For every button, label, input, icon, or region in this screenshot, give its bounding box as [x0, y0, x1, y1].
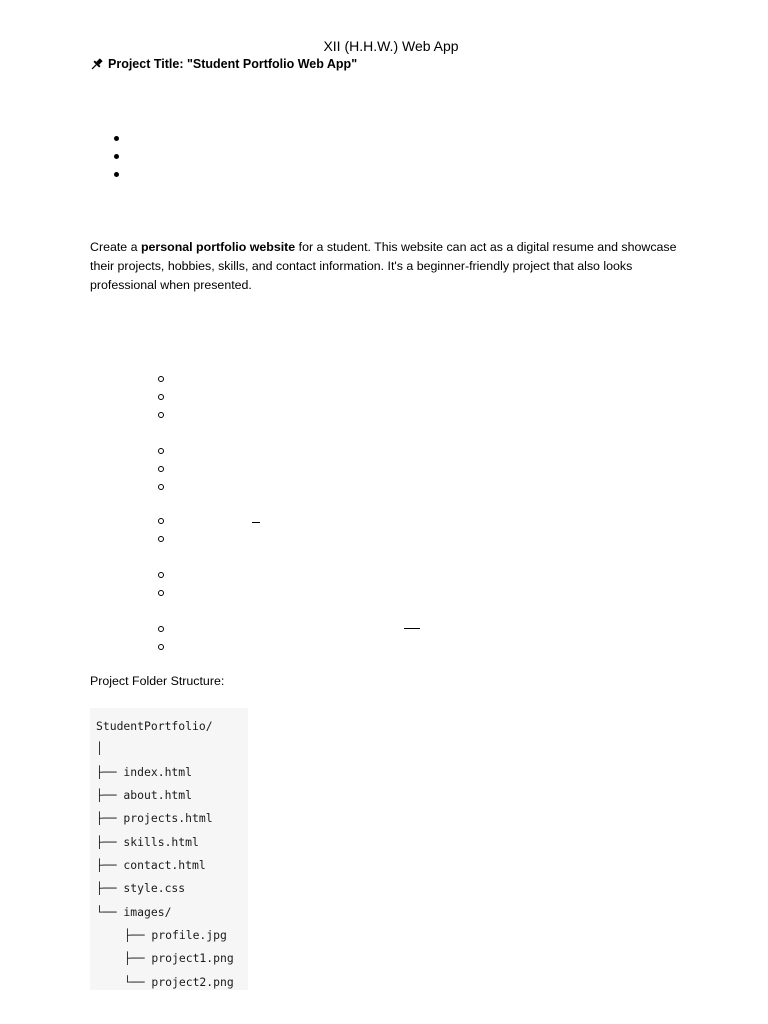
- tree-root: StudentPortfolio/: [96, 719, 213, 733]
- tree-file: ├── skills.html: [96, 835, 199, 849]
- page-title: XII (H.H.W.) Web App: [323, 38, 459, 54]
- tree-image-file: ├── profile.jpg: [124, 928, 227, 942]
- empty-bullet: [114, 172, 119, 177]
- tree-image-file: └── project2.png: [124, 975, 234, 989]
- project-title: [90, 56, 357, 72]
- empty-sub-bullet: [158, 448, 164, 454]
- empty-sub-bullet: [158, 644, 164, 650]
- tree-file: ├── contact.html: [96, 858, 206, 872]
- empty-sub-bullet: [158, 412, 164, 418]
- tree-file: ├── about.html: [96, 788, 193, 802]
- empty-sub-bullet: [158, 376, 164, 382]
- empty-sub-bullet: [158, 518, 164, 524]
- tree-file: └── images/: [96, 905, 172, 919]
- empty-sub-bullet: [158, 394, 164, 400]
- empty-sub-bullet: [158, 484, 164, 490]
- tree-pipe: │: [96, 741, 103, 755]
- empty-sub-bullet: [158, 466, 164, 472]
- tree-file: ├── index.html: [96, 765, 193, 779]
- tree-file: ├── style.css: [96, 881, 186, 895]
- pushpin-icon: [90, 57, 104, 71]
- intro-paragraph: Create a personal portfolio website for a student. This website can act as a digital resume and showcase their projects, hobbies, skills, and contact information. It's a beginner-friendly project that also looks professional when presented.: [90, 240, 677, 292]
- tree-image-file: ├── project1.png: [124, 951, 234, 965]
- dash-line: [252, 522, 260, 523]
- empty-bullet: [114, 154, 119, 159]
- dash-line: [404, 628, 420, 629]
- intro-bold-phrase: personal portfolio website: [140, 240, 296, 254]
- empty-bullet: [114, 136, 119, 141]
- empty-sub-bullet: [158, 536, 164, 542]
- folder-tree-code-block: [90, 708, 248, 990]
- empty-sub-bullet: [158, 572, 164, 578]
- folder-structure-heading: Project Folder Structure:: [90, 674, 225, 688]
- project-title-text: Project Title: "Student Portfolio Web App": [108, 57, 358, 71]
- empty-sub-bullet: [158, 590, 164, 596]
- empty-sub-bullet: [158, 626, 164, 632]
- tree-file: ├── projects.html: [96, 811, 213, 825]
